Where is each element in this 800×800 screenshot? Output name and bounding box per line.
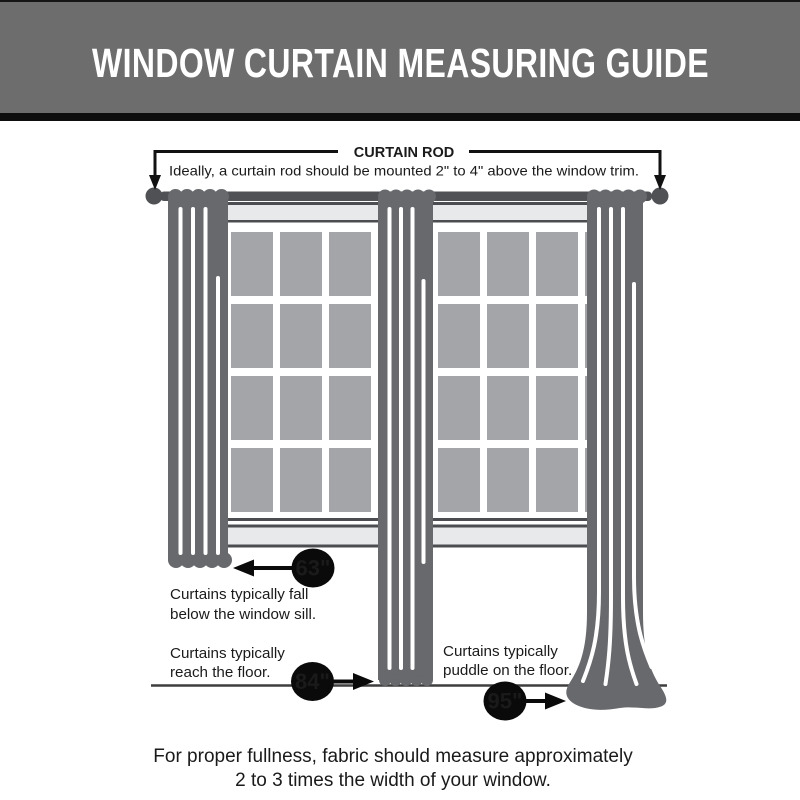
curtain-center	[378, 190, 436, 687]
measurement-note-line1: Curtains typically fall	[170, 586, 309, 603]
measurement-note-line2: puddle on the floor.	[443, 662, 573, 679]
curtain-bottom-scallops	[168, 552, 232, 568]
arrow-right-icon	[545, 693, 566, 710]
measurement-note-line1: Curtains typically	[443, 643, 558, 660]
rod-mounting-note: Ideally, a curtain rod should be mounted 2" to 4" above the window trim.	[169, 162, 639, 179]
measurement-value: 84"	[295, 669, 330, 694]
footer-note	[0, 745, 786, 792]
rod-finial-left-icon	[146, 188, 163, 205]
footer-note-line2: 2 to 3 times the width of your window.	[235, 769, 551, 791]
down-arrow-right-icon	[654, 175, 666, 190]
curtain-left	[168, 189, 232, 568]
measurement-note-line1: Curtains typically	[170, 645, 285, 662]
measurement-note-line2: reach the floor.	[170, 664, 271, 681]
footer-note-line1: For proper fullness, fabric should measure approximately	[153, 746, 633, 767]
arrow-right-icon	[353, 673, 374, 690]
curtain-rod-callout	[149, 145, 666, 190]
down-arrow-left-icon	[149, 175, 161, 190]
measurement-95	[443, 643, 572, 721]
measurement-note-line2: below the window sill.	[170, 606, 317, 623]
measurement-value: 95"	[487, 688, 523, 714]
measurement-value: 63"	[295, 555, 331, 581]
curtain-bottom-scallops	[379, 674, 433, 686]
rod-finial-right-icon	[652, 188, 669, 205]
curtain-rod-label: CURTAIN ROD	[353, 145, 455, 161]
arrow-left-icon	[233, 560, 254, 577]
page-title: WINDOW CURTAIN MEASURING GUIDE	[91, 40, 709, 86]
measurement-84	[170, 645, 374, 701]
